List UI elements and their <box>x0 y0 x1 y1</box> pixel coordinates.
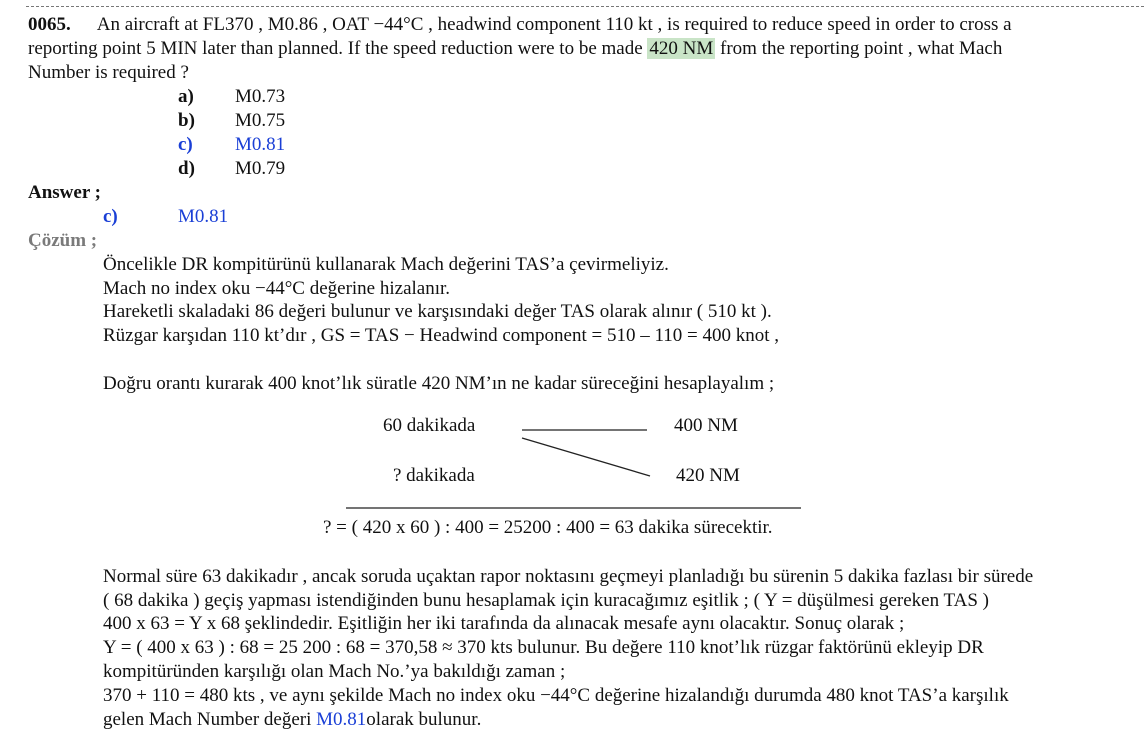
solution-para1-line1: Öncelikle DR kompitürünü kullanarak Mach değerini TAS’a çevirmeliyiz. <box>103 254 669 275</box>
solution-final-line <box>103 708 481 732</box>
solution-para1-line4: Rüzgar karşıdan 110 kt’dır , GS = TAS − Headwind component = 510 – 110 = 400 knot , <box>103 325 780 346</box>
option-d-letter: d) <box>178 158 195 179</box>
solution-para3-line3: 400 x 63 = Y x 68 şeklindedir. Eşitliğin her iki tarafında da alınacak mesafe aynı olacaktır. Sonuç olarak ; <box>103 613 905 634</box>
proportion-row2-right: 420 NM <box>676 465 740 486</box>
proportion-result: ? = ( 420 x 60 ) : 400 = 25200 : 400 = 63 dakika sürecektir. <box>323 517 773 538</box>
solution-para1-line3: Hareketli skaladaki 86 değeri bulunur ve karşısındaki değer TAS olarak alınır ( 510 kt ). <box>103 301 772 322</box>
final-mach-value: M0.81 <box>316 709 367 730</box>
solution-para3-line6: 370 + 110 = 480 kts , ve aynı şekilde Mach no index oku −44°C değerine hizalandığı durumda 480 knot TAS’a karşılık <box>103 685 1009 706</box>
question-text-2b: from the reporting point , what Mach <box>715 38 1003 59</box>
answer-letter: c) <box>103 206 118 227</box>
proportion-row1-left: 60 dakikada <box>383 415 476 436</box>
question-number: 0065. <box>28 14 71 35</box>
answer-value: M0.81 <box>178 206 229 227</box>
option-b-letter: b) <box>178 110 195 131</box>
question-text-2a: reporting point 5 MIN later than planned. If the speed reduction were to be made <box>28 38 648 59</box>
option-d-value: M0.79 <box>235 158 286 179</box>
proportion-row2-left: ? dakikada <box>393 465 475 486</box>
solution-label: Çözüm ; <box>28 230 98 251</box>
solution-para3-line1: Normal süre 63 dakikadır , ancak soruda uçaktan rapor noktasını geçmeyi planladığı bu sürenin 5 dakika fazlası bir sürede <box>103 566 1034 587</box>
solution-para3-line2: ( 68 dakika ) geçiş yapması istendiğinden bunu hesaplamak için kuracağımız eşitlik ; ( Y = düşülmesi gereken TAS ) <box>103 590 989 611</box>
solution-para3-line5: kompitüründen karşılığı olan Mach No.’ya bakıldığı zaman ; <box>103 661 566 682</box>
solution-para3-line4: Y = ( 400 x 63 ) : 68 = 25 200 : 68 = 370,58 ≈ 370 kts bulunur. Bu değere 110 knot’lık rüzgar faktörünü ekleyip DR <box>103 637 984 658</box>
highlighted-distance: 420 NM <box>649 38 714 59</box>
option-c-value: M0.81 <box>235 134 286 155</box>
question-line-3: Number is required ? <box>28 62 189 83</box>
solution-para2: Doğru orantı kurarak 400 knot’lık süratle 420 NM’ın ne kadar süreceğini hesaplayalım ; <box>103 373 775 394</box>
proportion-cross-line <box>522 438 650 476</box>
solution-para1-line2: Mach no index oku −44°C değerine hizalanır. <box>103 278 451 299</box>
option-c-letter: c) <box>178 134 193 155</box>
final-text-post: olarak bulunur. <box>366 709 482 730</box>
option-a-letter: a) <box>178 86 194 107</box>
option-a-value: M0.73 <box>235 86 286 107</box>
final-text-pre: gelen Mach Number değeri <box>103 709 317 730</box>
question-text-1: An aircraft at FL370 , M0.86 , OAT −44°C , headwind component 110 kt , is required to reduce speed in order to cross a <box>96 14 1012 35</box>
proportion-row1-right: 400 NM <box>674 415 738 436</box>
option-b-value: M0.75 <box>235 110 286 131</box>
answer-label: Answer ; <box>28 182 102 203</box>
